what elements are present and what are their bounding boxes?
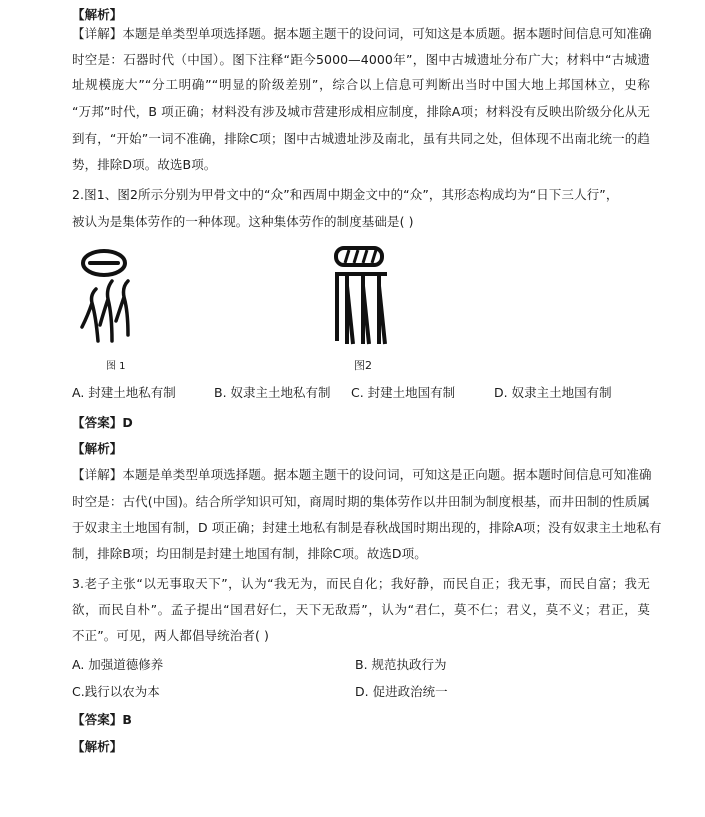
figure-1-caption: 图 1 (106, 361, 126, 372)
option-a: A. 封建土地私有制 (72, 385, 176, 400)
option-b: B. 规范执政行为 (355, 657, 447, 672)
detail-line: “万邦”时代，B 项正确；材料没有涉及城市营建形成相应制度，排除A项；材料没有反映出阶级分化从无 (72, 104, 650, 119)
question-3-stem: 欲，而民自朴”。孟子提出“国君好仁，天下无敌焉”，认为“君仁，莫不仁；君义，莫不义；君正，莫 (72, 602, 650, 617)
option-d: D. 奴隶主土地国有制 (494, 385, 612, 400)
question-3-stem: 不正”。可见，两人都倡导统治者( ) (72, 628, 270, 643)
answer-3: 【答案】B (72, 712, 133, 727)
question-2-stem: 2.图1、图2所示分别为甲骨文中的“众”和西周中期金文中的“众”，其形态构成均为“日下三人行”， (72, 187, 619, 202)
oracle-bone-character-figure (78, 245, 138, 353)
detail-line: 址规模庞大”“分工明确”“明显的阶级差别”，综合以上信息可判断出当时中国大地上邦国林立，史称 (72, 77, 650, 92)
option-c: C.践行以农为本 (72, 684, 160, 699)
detail-line: 【详解】本题是单类型单项选择题。据本题主题干的设问词，可知这是正向题。据本题时间信息可知准确 (72, 467, 652, 482)
question-2-stem: 被认为是集体劳作的一种体现。这种集体劳作的制度基础是( ) (72, 214, 414, 229)
detail-line: 【详解】本题是单类型单项选择题。据本题主题干的设问词，可知这是本质题。据本题时间信息可知准确 (72, 26, 652, 41)
analysis-heading: 【解析】 (72, 7, 123, 22)
analysis-heading: 【解析】 (72, 441, 123, 456)
bronze-inscription-character-figure (331, 246, 391, 346)
option-c: C. 封建土地国有制 (351, 385, 456, 400)
detail-line: 势，排除D项。故选B项。 (72, 157, 217, 172)
figure-2-caption: 图2 (354, 359, 372, 372)
detail-line: 于奴隶主土地国有制，D 项正确；封建土地私有制是春秋战国时期出现的，排除A项；没有奴隶主土地私有 (72, 520, 662, 535)
option-b: B. 奴隶主土地私有制 (214, 385, 331, 400)
analysis-heading: 【解析】 (72, 739, 123, 754)
detail-line: 时空是：古代(中国)。结合所学知识可知，商周时期的集体劳作以井田制为制度根基，而井田制的性质属 (72, 494, 650, 509)
detail-line: 时空是：石器时代（中国）。图下注释“距今5000—4000年”，图中古城遗址分布广大；材料中“古城遗 (72, 52, 650, 67)
option-d: D. 促进政治统一 (355, 684, 448, 699)
detail-line: 到有，“开始”一词不准确，排除C项；图中古城遗址涉及南北，虽有共同之处，但体现不出南北统一的趋 (72, 131, 650, 146)
question-3-stem: 3.老子主张“以无事取天下”，认为“我无为，而民自化；我好静，而民自正；我无事，而民自富；我无 (72, 576, 650, 591)
detail-line: 制，排除B项；均田制是封建土地国有制，排除C项。故选D项。 (72, 546, 427, 561)
option-a: A. 加强道德修养 (72, 657, 164, 672)
answer-2: 【答案】D (72, 415, 133, 430)
